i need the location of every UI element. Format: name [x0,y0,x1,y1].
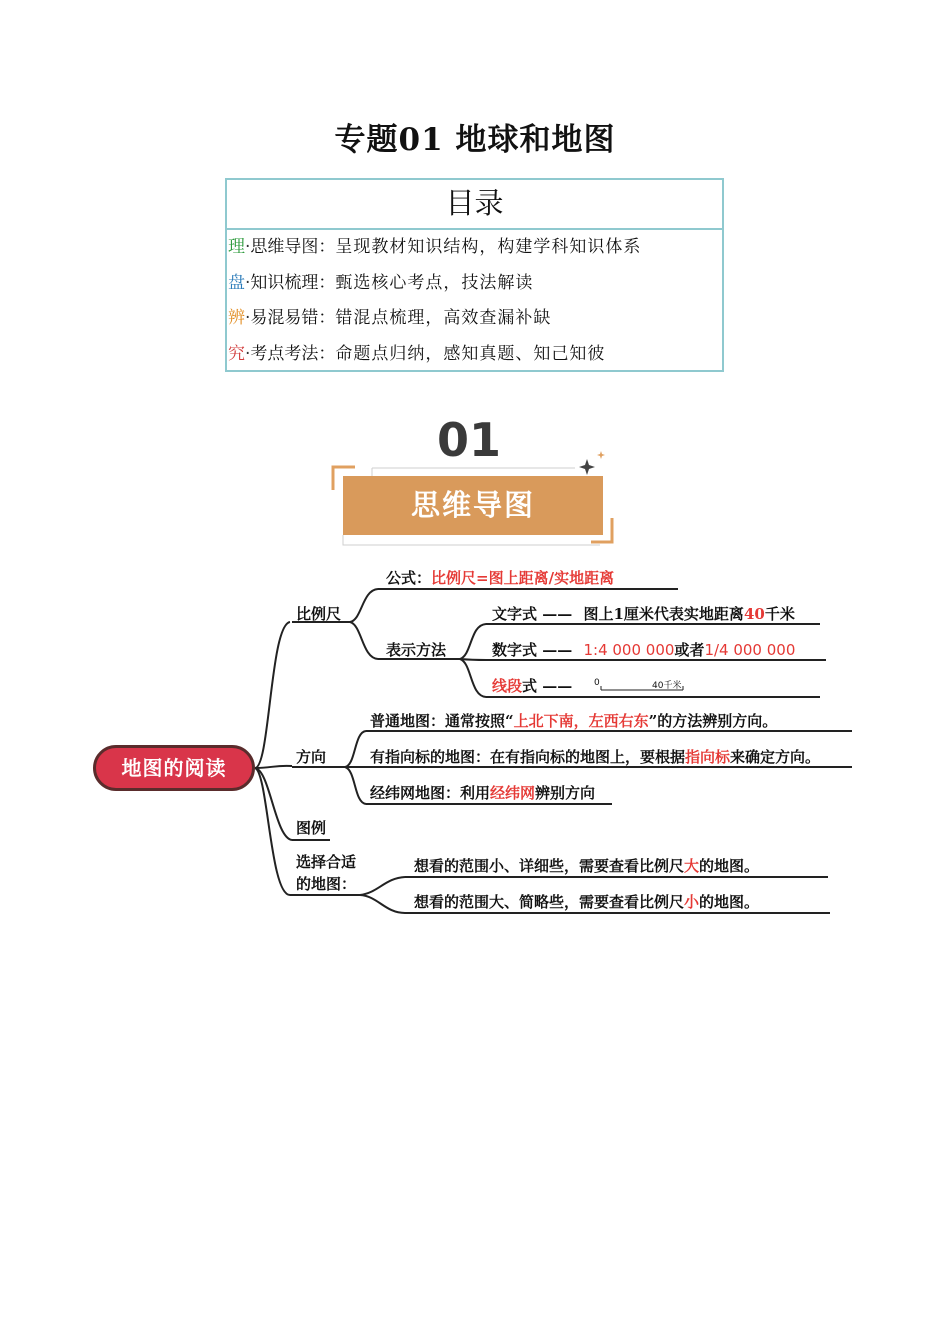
toc-item-separator: · [245,272,251,293]
text-form-value: 40 [743,605,765,623]
toc-item-description: 甄选核心考点，技法解读 [335,272,534,293]
node-arrow-map [370,746,820,767]
toc-item-name: 考点考法： [250,343,336,364]
page-title: 专题01 地球和地图 [334,122,616,158]
section-label: 思维导图 [343,476,603,535]
node-general-map [370,710,777,731]
node-methods: 表示方法 [386,641,447,659]
toc-item-mark: 理 [228,237,245,257]
sparkle-icon [579,451,605,475]
choose-large-b: 的地图。 [699,893,760,911]
line-form-red: 线段 [492,677,523,695]
toc-item-name: 思维导图： [250,237,336,257]
node-choose-line2: 的地图： [296,875,357,893]
choose-large-key: 小 [684,893,700,911]
mindmap-root: 地图的阅读 [93,745,255,791]
toc-item-mark: 究 [228,343,245,364]
toc-item-separator: · [245,343,251,364]
toc-item-name: 知识梳理： [250,272,336,293]
node-choose-small [414,855,759,876]
node-formula [386,567,614,588]
text-form-unit: 千米 [764,605,795,623]
formula-text: 比例尺=图上距离/实地距离 [431,569,615,587]
text-form-label: 文字式 [492,605,538,623]
general-map-a: 普通地图：通常按照“ [370,712,514,730]
number-form-label: 数字式 [492,641,538,659]
toc-item-description: 错混点梳理，高效查漏补缺 [335,308,552,328]
toc-item-separator: · [245,237,251,257]
arrow-map-a: 有指向标的地图：在有指向标的地图上，要根据 [370,748,686,766]
general-map-rule: 上北下南，左西右东 [513,712,649,730]
toc-item-separator: · [245,308,251,328]
number-form-or: 或者 [674,641,705,659]
dash: —— [542,641,573,659]
arrow-map-key: 指向标 [685,748,731,766]
text-form-desc: 图上1厘米代表实地距离 [583,605,744,623]
toc-item-description: 呈现教材知识结构，构建学科知识体系 [335,237,642,257]
toc-item-mark: 盘 [228,272,245,293]
choose-small-b: 的地图。 [699,857,760,875]
toc-item-mark: 辨 [228,308,245,328]
number-form-fraction: 1/4 000 000 [704,641,796,659]
scale-bar-zero: 0 [594,678,600,688]
node-line-form [492,675,572,696]
toc-item-name: 易混易错： [250,308,336,328]
scale-bar-end: 40千米 [652,681,682,691]
section-number: 01 [436,413,501,467]
node-number-form [492,639,795,660]
choose-small-a: 想看的范围小、详细些，需要查看比例尺 [414,857,685,875]
toc-heading: 目录 [227,180,722,230]
arrow-map-b: 来确定方向。 [730,748,821,766]
choose-small-key: 大 [684,857,700,875]
dash: —— [542,677,573,695]
node-scale: 比例尺 [296,605,342,623]
dash: —— [542,605,573,623]
choose-large-a: 想看的范围大、简略些，需要查看比例尺 [414,893,685,911]
node-direction: 方向 [296,748,327,766]
line-form-tail: 式 [522,677,538,695]
node-text-form [492,603,795,624]
grid-map-key: 经纬网 [490,784,536,802]
number-form-ratio: 1:4 000 000 [583,641,675,659]
grid-map-b: 辨别方向 [535,784,596,802]
grid-map-a: 经纬网地图：利用 [370,784,491,802]
formula-prefix: 公式： [386,569,432,587]
node-legend: 图例 [296,819,327,837]
toc-item-description: 命题点归纳，感知真题、知己知彼 [335,343,606,364]
node-choose-line1: 选择合适 [296,853,357,871]
node-grid-map [370,782,595,803]
general-map-b: ”的方法辨别方向。 [648,712,778,730]
node-choose-large [414,891,759,912]
